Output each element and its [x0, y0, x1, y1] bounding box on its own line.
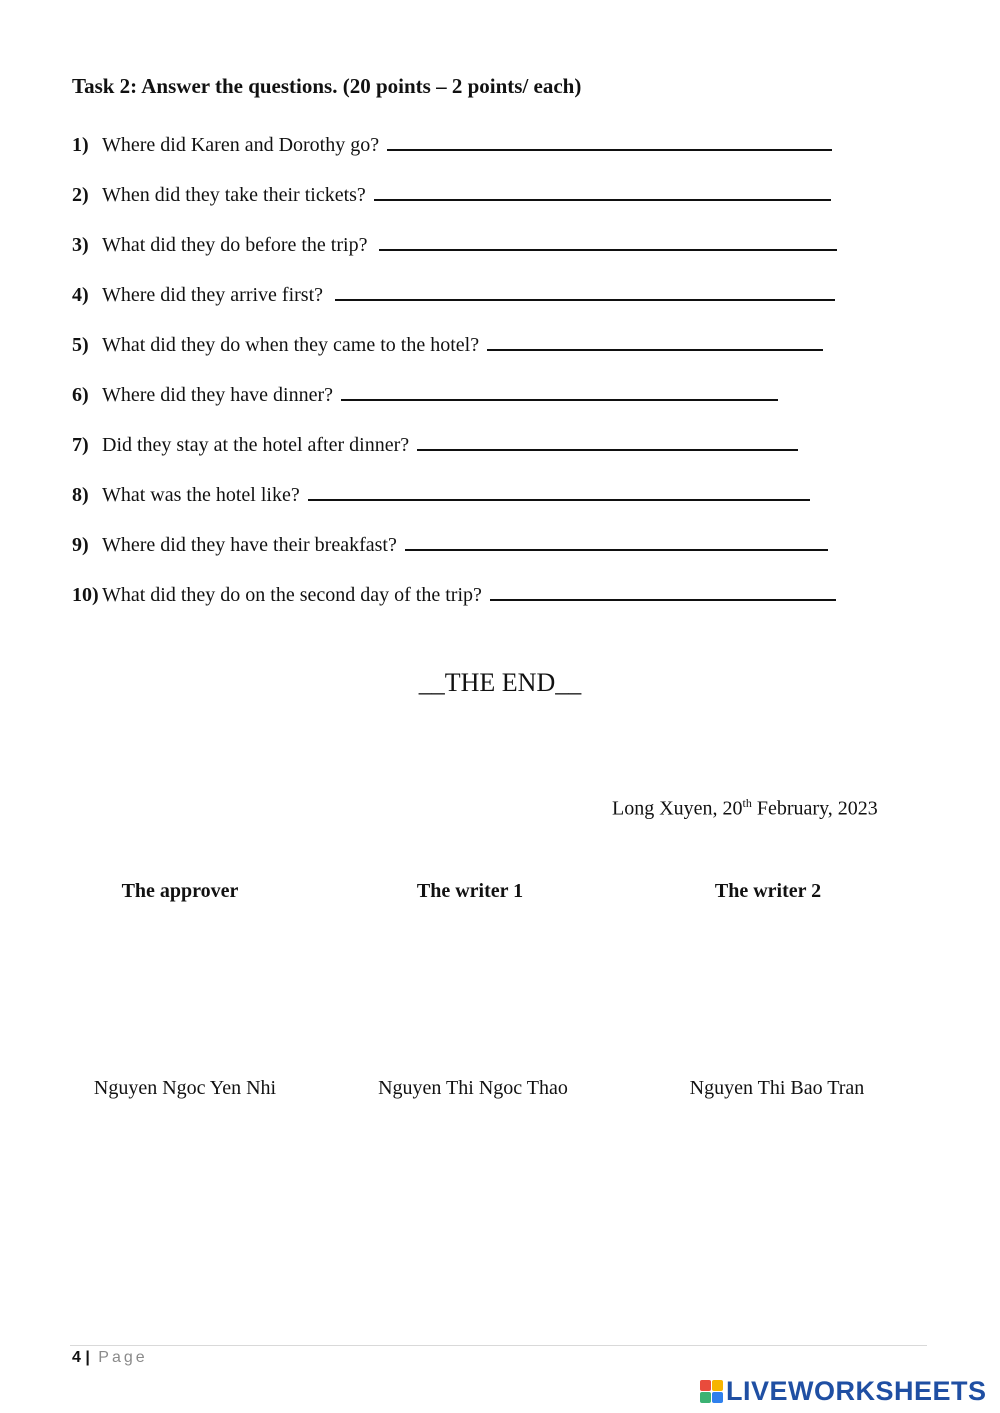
- question-text: Did they stay at the hotel after dinner?: [102, 434, 410, 456]
- question-number: 6): [72, 384, 89, 406]
- date-place: Long Xuyen, 20: [612, 797, 743, 820]
- date-rest: February, 2023: [751, 797, 878, 820]
- question-1: [72, 131, 832, 157]
- role-writer-1: The writer 1: [416, 880, 524, 902]
- question-4: [72, 281, 835, 307]
- question-text: What was the hotel like?: [102, 484, 300, 506]
- answer-line[interactable]: [379, 231, 837, 251]
- question-9: [72, 531, 828, 557]
- date-line: [612, 796, 878, 821]
- name-writer-2: Nguyen Thi Bao Tran: [689, 1077, 865, 1099]
- question-number: 9): [72, 534, 89, 556]
- question-text: Where did they arrive first?: [102, 284, 324, 306]
- answer-line[interactable]: [308, 481, 810, 501]
- answer-line[interactable]: [405, 531, 828, 551]
- answer-line[interactable]: [490, 581, 836, 601]
- page-footer: [72, 1349, 148, 1367]
- liveworksheets-logo-icon: [700, 1380, 723, 1403]
- question-number: 2): [72, 184, 89, 206]
- question-text: Where did they have dinner?: [102, 384, 334, 406]
- question-text: What did they do on the second day of the trip?: [102, 584, 482, 606]
- page-number: 4: [72, 1349, 81, 1366]
- question-number: 1): [72, 134, 89, 156]
- question-6: [72, 381, 778, 407]
- answer-line[interactable]: [374, 181, 831, 201]
- question-text: What did they do when they came to the hotel?: [102, 334, 480, 356]
- brand-name: LIVEWORKSHEETS: [726, 1376, 987, 1406]
- question-number: 5): [72, 334, 89, 356]
- footer-divider: [70, 1345, 927, 1346]
- answer-line[interactable]: [341, 381, 778, 401]
- the-end-text: __THE END__: [418, 668, 582, 697]
- liveworksheets-brand: [700, 1376, 987, 1407]
- page-label: Page: [98, 1349, 148, 1366]
- question-10: [72, 581, 836, 607]
- name-approver: Nguyen Ngoc Yen Nhi: [93, 1077, 277, 1099]
- question-number: 4): [72, 284, 89, 306]
- task-title: Task 2: Answer the questions. (20 points – 2 points/ each): [72, 74, 582, 98]
- question-number: 8): [72, 484, 89, 506]
- answer-line[interactable]: [335, 281, 835, 301]
- question-text: Where did they have their breakfast?: [102, 534, 397, 556]
- question-8: [72, 481, 810, 507]
- question-3: [72, 231, 837, 257]
- date-ordinal: th: [742, 796, 752, 810]
- role-approver: The approver: [121, 880, 239, 902]
- question-7: [72, 431, 798, 457]
- question-2: [72, 181, 831, 207]
- question-number: 3): [72, 234, 89, 256]
- answer-line[interactable]: [387, 131, 832, 151]
- question-text: When did they take their tickets?: [102, 184, 366, 206]
- question-number: 7): [72, 434, 89, 456]
- name-writer-1: Nguyen Thi Ngoc Thao: [378, 1077, 568, 1099]
- page-separator: |: [85, 1349, 90, 1366]
- question-text: Where did Karen and Dorothy go?: [102, 134, 380, 156]
- question-5: [72, 331, 823, 357]
- answer-line[interactable]: [487, 331, 823, 351]
- question-text: What did they do before the trip?: [102, 234, 368, 256]
- role-writer-2: The writer 2: [714, 880, 822, 902]
- question-number: 10): [72, 584, 99, 606]
- answer-line[interactable]: [417, 431, 798, 451]
